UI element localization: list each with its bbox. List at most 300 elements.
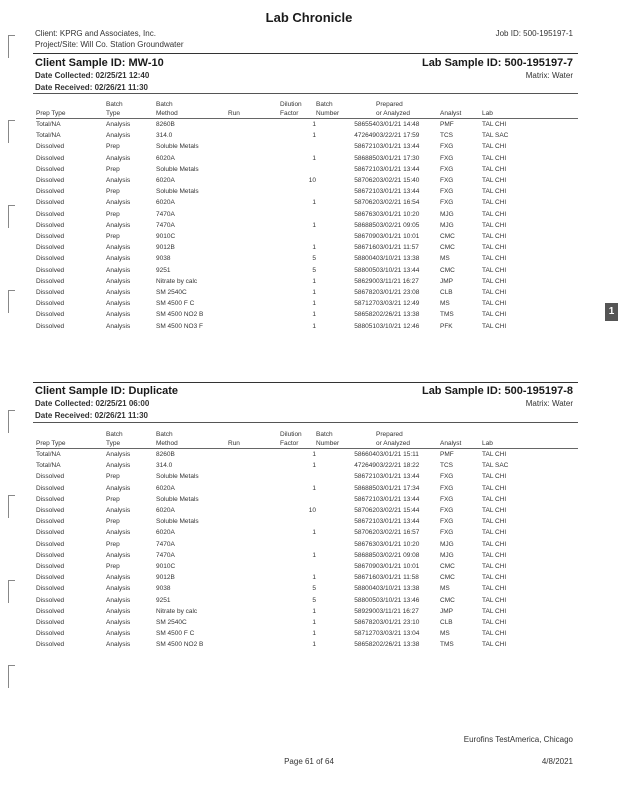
table-cell: 03/01/21 17:34 bbox=[376, 484, 420, 492]
table-cell: TAL CHI bbox=[482, 607, 507, 615]
table-cell: 03/10/21 13:46 bbox=[376, 596, 420, 604]
table-cell: 587062 bbox=[354, 507, 376, 515]
table-cell: 586885 bbox=[354, 154, 376, 162]
table-cell: TAL CHI bbox=[482, 289, 507, 297]
table-cell bbox=[228, 494, 280, 505]
table-cell: Dissolved bbox=[36, 289, 65, 297]
column-header-top: Prepared bbox=[376, 431, 403, 438]
table-cell bbox=[228, 471, 280, 482]
table-cell bbox=[280, 471, 316, 482]
table-cell: 1 bbox=[312, 641, 316, 649]
table-cell: Dissolved bbox=[36, 199, 65, 207]
table-row bbox=[36, 550, 578, 561]
table-row bbox=[36, 309, 578, 320]
table-cell: 586885 bbox=[354, 551, 376, 559]
table-cell: 472649 bbox=[354, 132, 376, 140]
footer-company: Eurofins TestAmerica, Chicago bbox=[463, 735, 573, 744]
table-row bbox=[36, 505, 578, 516]
table-cell: 1 bbox=[312, 199, 316, 207]
table-cell bbox=[228, 550, 280, 561]
table-cell: 03/22/21 18:22 bbox=[376, 462, 420, 470]
table-cell: PMF bbox=[440, 451, 454, 458]
table-cell: 587062 bbox=[354, 199, 376, 207]
table-cell: 588051 bbox=[354, 322, 376, 330]
table-cell: Analysis bbox=[106, 574, 131, 582]
date-collected: Date Collected: 02/25/21 12:40 bbox=[35, 71, 150, 80]
table-row bbox=[36, 175, 578, 186]
table-row bbox=[36, 561, 578, 572]
column-header-top bbox=[228, 430, 280, 439]
table-cell: 1 bbox=[312, 322, 316, 330]
table-cell: 1 bbox=[312, 451, 316, 458]
table-cell: TCS bbox=[440, 132, 453, 140]
table-cell: 03/01/21 15:11 bbox=[376, 451, 419, 458]
binder-mark bbox=[8, 205, 15, 228]
table-cell: 03/01/21 11:58 bbox=[376, 574, 419, 582]
table-row bbox=[36, 606, 578, 617]
table-cell: 1 bbox=[312, 154, 316, 162]
table-cell bbox=[228, 561, 280, 572]
table-cell: MJG bbox=[440, 210, 454, 218]
table-cell: 1 bbox=[312, 630, 316, 638]
table-cell: Total/NA bbox=[36, 121, 61, 128]
column-header-top: Dilution bbox=[280, 101, 302, 108]
table-cell bbox=[228, 276, 280, 287]
job-id: Job ID: 500-195197-1 bbox=[495, 29, 573, 38]
table-cell: 587062 bbox=[354, 177, 376, 185]
table-cell: TAL CHI bbox=[482, 641, 507, 649]
table-cell: 1 bbox=[312, 607, 316, 615]
table-cell: 8260B bbox=[156, 121, 175, 128]
table-row bbox=[36, 494, 578, 505]
table-row bbox=[36, 516, 578, 527]
table-cell: Dissolved bbox=[36, 596, 65, 604]
table-cell bbox=[228, 153, 280, 164]
table-cell: Dissolved bbox=[36, 300, 65, 308]
table-cell: TAL CHI bbox=[482, 177, 507, 185]
table-cell: Soluble Metals bbox=[156, 188, 199, 196]
table-row bbox=[36, 253, 578, 264]
table-cell: 586721 bbox=[354, 143, 376, 151]
table-cell: 9010C bbox=[156, 233, 176, 241]
table-cell: Dissolved bbox=[36, 585, 65, 593]
table-cell: 03/01/21 23:08 bbox=[376, 289, 420, 297]
table-cell: Analysis bbox=[106, 311, 131, 319]
table-cell: Dissolved bbox=[36, 473, 65, 481]
table-cell: 587127 bbox=[354, 300, 376, 308]
table-cell: 10 bbox=[308, 177, 316, 185]
table-cell: 03/11/21 16:27 bbox=[376, 607, 419, 615]
table-cell: MJG bbox=[440, 221, 454, 229]
table-cell: FXG bbox=[440, 495, 454, 503]
column-header: Prep Type bbox=[36, 109, 106, 119]
table-cell: 9251 bbox=[156, 266, 171, 274]
table-cell: FXG bbox=[440, 473, 454, 481]
table-cell: 1 bbox=[312, 244, 316, 252]
table-row bbox=[36, 130, 578, 141]
project-site: Project/Site: Will Co. Station Groundwater bbox=[35, 40, 184, 49]
table-cell: Dissolved bbox=[36, 311, 65, 319]
table-row bbox=[36, 153, 578, 164]
table-cell: TAL SAC bbox=[482, 132, 509, 140]
table-cell: 03/01/21 13:44 bbox=[376, 518, 420, 526]
table-cell: Dissolved bbox=[36, 563, 65, 571]
table-cell: Analysis bbox=[106, 607, 131, 615]
table-row bbox=[36, 617, 578, 628]
column-header: Factor bbox=[280, 109, 316, 119]
table-cell: 03/01/21 17:30 bbox=[376, 154, 420, 162]
column-header-top bbox=[482, 100, 578, 109]
table-cell bbox=[228, 639, 280, 650]
table-cell: Dissolved bbox=[36, 244, 65, 252]
table-cell: 03/02/21 16:57 bbox=[376, 529, 420, 537]
table-cell bbox=[228, 209, 280, 220]
column-header: Run bbox=[228, 109, 280, 119]
page-title: Lab Chronicle bbox=[265, 10, 353, 25]
column-header-top: Dilution bbox=[280, 431, 302, 438]
table-cell: 03/10/21 13:38 bbox=[376, 255, 420, 263]
column-header-top bbox=[482, 430, 578, 439]
table-cell: 10 bbox=[308, 507, 316, 515]
column-header: Analyst bbox=[440, 109, 482, 119]
table-row bbox=[36, 242, 578, 253]
lab-sample-id: Lab Sample ID: 500-195197-8 bbox=[421, 385, 573, 397]
table-cell: TAL CHI bbox=[482, 322, 507, 330]
table-cell: 1 bbox=[312, 529, 316, 537]
table-cell: 03/02/21 09:05 bbox=[376, 221, 420, 229]
table-cell: TMS bbox=[440, 311, 454, 319]
column-header-top: Batch bbox=[316, 101, 333, 108]
column-header: Number bbox=[316, 439, 376, 449]
table-row bbox=[36, 583, 578, 594]
table-cell: PMF bbox=[440, 121, 454, 128]
table-cell: 1 bbox=[312, 619, 316, 627]
table-cell: TAL CHI bbox=[482, 210, 507, 218]
binder-mark bbox=[8, 410, 15, 433]
table-cell: Dissolved bbox=[36, 607, 65, 615]
table-cell bbox=[228, 231, 280, 242]
table-cell: 9010C bbox=[156, 563, 176, 571]
table-cell: 9038 bbox=[156, 585, 171, 593]
table-cell: Soluble Metals bbox=[156, 165, 199, 173]
table-cell: 586721 bbox=[354, 495, 376, 503]
table-cell: Prep bbox=[106, 210, 120, 218]
table-cell: TAL CHI bbox=[482, 266, 507, 274]
table-cell: 9251 bbox=[156, 596, 171, 604]
table-cell: 588004 bbox=[354, 585, 376, 593]
table-row bbox=[36, 483, 578, 494]
table-cell: CLB bbox=[440, 619, 453, 627]
table-cell: FXG bbox=[440, 484, 454, 492]
table-cell bbox=[228, 197, 280, 208]
table-row bbox=[36, 209, 578, 220]
table-cell: 6020A bbox=[156, 484, 175, 492]
table-cell: 03/01/21 10:01 bbox=[376, 563, 420, 571]
table-cell: TAL CHI bbox=[482, 585, 507, 593]
table-cell bbox=[228, 298, 280, 309]
table-cell: Dissolved bbox=[36, 630, 65, 638]
table-cell: 586721 bbox=[354, 188, 376, 196]
table-cell: 586582 bbox=[354, 641, 376, 649]
binder-mark bbox=[8, 495, 15, 518]
table-cell: TAL CHI bbox=[482, 529, 507, 537]
table-cell: Analysis bbox=[106, 300, 131, 308]
table-cell bbox=[228, 606, 280, 617]
table-cell: 03/02/21 16:54 bbox=[376, 199, 420, 207]
table-cell: Soluble Metals bbox=[156, 518, 199, 526]
table-cell: Prep bbox=[106, 233, 120, 241]
table-cell: TAL CHI bbox=[482, 518, 507, 526]
table-cell bbox=[228, 583, 280, 594]
table-cell: 586290 bbox=[354, 277, 376, 285]
table-cell: SM 2540C bbox=[156, 619, 187, 627]
table-cell: 586782 bbox=[354, 289, 376, 297]
table-cell: 1 bbox=[312, 277, 316, 285]
table-cell: TAL CHI bbox=[482, 121, 507, 128]
table-cell: 03/02/21 09:08 bbox=[376, 551, 420, 559]
table-cell: 1 bbox=[312, 311, 316, 319]
lab-chronicle-table bbox=[36, 100, 578, 332]
table-cell: 586554 bbox=[354, 121, 376, 128]
table-cell: 589290 bbox=[354, 607, 376, 615]
table-cell: Dissolved bbox=[36, 551, 65, 559]
table-cell: TAL CHI bbox=[482, 451, 507, 458]
table-cell: 588005 bbox=[354, 596, 376, 604]
column-header: or Analyzed bbox=[376, 109, 440, 119]
table-cell: 5 bbox=[312, 255, 316, 263]
table-cell: Total/NA bbox=[36, 132, 61, 140]
table-cell: Analysis bbox=[106, 462, 131, 470]
table-cell bbox=[228, 595, 280, 606]
table-cell bbox=[280, 561, 316, 572]
date-collected: Date Collected: 02/25/21 06:00 bbox=[35, 399, 150, 408]
table-cell: Prep bbox=[106, 540, 120, 548]
table-cell: 03/10/21 13:44 bbox=[376, 266, 420, 274]
table-row bbox=[36, 276, 578, 287]
table-cell bbox=[228, 539, 280, 550]
table-row bbox=[36, 321, 578, 332]
table-cell: TAL CHI bbox=[482, 563, 507, 571]
lab-chronicle-table bbox=[36, 430, 578, 651]
table-cell: SM 4500 F C bbox=[156, 300, 195, 308]
table-cell: 6020A bbox=[156, 199, 175, 207]
table-cell: MS bbox=[440, 255, 450, 263]
table-cell: Dissolved bbox=[36, 322, 65, 330]
table-cell: FXG bbox=[440, 199, 454, 207]
table-cell: CMC bbox=[440, 563, 455, 571]
table-cell: 586721 bbox=[354, 473, 376, 481]
column-header-top: Prepared bbox=[376, 101, 403, 108]
table-cell: TAL CHI bbox=[482, 277, 507, 285]
table-cell: TAL CHI bbox=[482, 507, 507, 515]
table-cell: TAL CHI bbox=[482, 143, 507, 151]
table-cell: Prep bbox=[106, 165, 120, 173]
table-cell: Analysis bbox=[106, 266, 131, 274]
table-cell bbox=[228, 617, 280, 628]
table-cell: 586763 bbox=[354, 210, 376, 218]
table-cell: FXG bbox=[440, 177, 454, 185]
table-cell: 03/01/21 13:44 bbox=[376, 165, 420, 173]
table-cell: Analysis bbox=[106, 507, 131, 515]
table-row bbox=[36, 471, 578, 482]
column-header: Analyst bbox=[440, 439, 482, 449]
table-cell: 03/03/21 12:49 bbox=[376, 300, 420, 308]
table-cell: Nitrate by calc bbox=[156, 277, 198, 285]
table-cell: 7470A bbox=[156, 540, 175, 548]
table-cell: 7470A bbox=[156, 210, 175, 218]
table-cell bbox=[228, 220, 280, 231]
table-row bbox=[36, 220, 578, 231]
table-cell: Total/NA bbox=[36, 451, 61, 458]
table-cell: TCS bbox=[440, 462, 453, 470]
table-cell: 586709 bbox=[354, 563, 376, 571]
section-tab-badge: 1 bbox=[605, 303, 618, 321]
table-cell bbox=[228, 505, 280, 516]
table-cell bbox=[228, 141, 280, 152]
table-cell: 03/02/21 15:44 bbox=[376, 507, 420, 515]
table-cell: 03/10/21 13:38 bbox=[376, 585, 420, 593]
table-cell: JMP bbox=[440, 607, 453, 615]
table-cell: CLB bbox=[440, 289, 453, 297]
table-cell bbox=[228, 321, 280, 332]
column-header-top bbox=[440, 430, 482, 439]
table-cell: TAL CHI bbox=[482, 244, 507, 252]
table-cell: Analysis bbox=[106, 221, 131, 229]
table-cell: Analysis bbox=[106, 630, 131, 638]
table-cell: 5 bbox=[312, 585, 316, 593]
table-cell: Dissolved bbox=[36, 529, 65, 537]
table-cell: Dissolved bbox=[36, 495, 65, 503]
column-header: or Analyzed bbox=[376, 439, 440, 449]
table-cell: TAL CHI bbox=[482, 300, 507, 308]
table-cell: MJG bbox=[440, 540, 454, 548]
table-cell: Analysis bbox=[106, 451, 131, 458]
table-cell: Analysis bbox=[106, 529, 131, 537]
table-row bbox=[36, 141, 578, 152]
section-subrule bbox=[33, 93, 578, 94]
table-cell: MS bbox=[440, 630, 450, 638]
column-header-top bbox=[36, 100, 106, 109]
table-cell: Analysis bbox=[106, 177, 131, 185]
table-cell bbox=[228, 130, 280, 141]
table-cell bbox=[228, 186, 280, 197]
table-row bbox=[36, 164, 578, 175]
table-cell: CMC bbox=[440, 596, 455, 604]
table-cell: Dissolved bbox=[36, 165, 65, 173]
table-cell: Analysis bbox=[106, 322, 131, 330]
table-cell bbox=[228, 287, 280, 298]
table-cell: TAL CHI bbox=[482, 311, 507, 319]
table-cell: Analysis bbox=[106, 289, 131, 297]
table-cell: Soluble Metals bbox=[156, 143, 199, 151]
table-cell: Soluble Metals bbox=[156, 495, 199, 503]
table-cell: SM 4500 NO2 B bbox=[156, 311, 204, 319]
binder-mark bbox=[8, 120, 15, 143]
table-cell: TAL CHI bbox=[482, 495, 507, 503]
date-received: Date Received: 02/26/21 11:30 bbox=[35, 83, 148, 92]
table-cell: Prep bbox=[106, 495, 120, 503]
table-cell: TAL CHI bbox=[482, 221, 507, 229]
column-header-top: Batch bbox=[106, 431, 123, 438]
table-cell: TAL CHI bbox=[482, 233, 507, 241]
table-cell: 587127 bbox=[354, 630, 376, 638]
table-cell bbox=[228, 309, 280, 320]
table-cell: Dissolved bbox=[36, 233, 65, 241]
table-cell: TAL CHI bbox=[482, 540, 507, 548]
table-cell: CMC bbox=[440, 574, 455, 582]
table-cell: Analysis bbox=[106, 255, 131, 263]
table-cell: 03/01/21 13:44 bbox=[376, 495, 420, 503]
table-cell: 1 bbox=[312, 551, 316, 559]
column-header: Lab bbox=[482, 439, 578, 449]
table-cell: 03/01/21 10:01 bbox=[376, 233, 420, 241]
table-cell: Total/NA bbox=[36, 462, 61, 470]
table-cell: PFK bbox=[440, 322, 453, 330]
table-cell: CMC bbox=[440, 244, 455, 252]
table-cell: Analysis bbox=[106, 199, 131, 207]
table-cell: 1 bbox=[312, 289, 316, 297]
table-cell: 6020A bbox=[156, 177, 175, 185]
column-header: Run bbox=[228, 439, 280, 449]
table-cell: FXG bbox=[440, 165, 454, 173]
table-cell: 587062 bbox=[354, 529, 376, 537]
table-cell: TAL CHI bbox=[482, 199, 507, 207]
table-cell: 03/01/21 10:20 bbox=[376, 540, 420, 548]
table-row bbox=[36, 186, 578, 197]
table-cell bbox=[228, 460, 280, 471]
table-cell: Analysis bbox=[106, 132, 131, 140]
table-cell: Dissolved bbox=[36, 574, 65, 582]
table-cell bbox=[228, 265, 280, 276]
table-row bbox=[36, 119, 578, 131]
table-cell: Dissolved bbox=[36, 143, 65, 151]
table-cell: FXG bbox=[440, 518, 454, 526]
table-cell: SM 4500 NO2 B bbox=[156, 641, 204, 649]
table-cell: SM 4500 F C bbox=[156, 630, 195, 638]
matrix: Matrix: Water bbox=[525, 399, 573, 408]
table-cell: 02/26/21 13:38 bbox=[376, 311, 420, 319]
table-cell: TAL SAC bbox=[482, 462, 509, 470]
table-cell bbox=[280, 231, 316, 242]
table-row bbox=[36, 639, 578, 650]
table-cell bbox=[280, 209, 316, 220]
table-cell: 7470A bbox=[156, 551, 175, 559]
table-cell bbox=[228, 164, 280, 175]
table-cell: Dissolved bbox=[36, 619, 65, 627]
table-cell: TAL CHI bbox=[482, 551, 507, 559]
client-name: Client: KPRG and Associates, Inc. bbox=[35, 29, 156, 38]
table-row bbox=[36, 287, 578, 298]
table-cell: MS bbox=[440, 585, 450, 593]
table-cell: 586716 bbox=[354, 244, 376, 252]
table-cell: Analysis bbox=[106, 277, 131, 285]
table-cell: 586721 bbox=[354, 518, 376, 526]
column-header-top: Batch bbox=[156, 101, 173, 108]
table-cell: FXG bbox=[440, 507, 454, 515]
column-header: Method bbox=[156, 109, 228, 119]
table-cell bbox=[228, 175, 280, 186]
table-cell: FXG bbox=[440, 154, 454, 162]
column-header: Prep Type bbox=[36, 439, 106, 449]
header-row bbox=[36, 100, 578, 109]
table-cell: 5 bbox=[312, 266, 316, 274]
table-row bbox=[36, 539, 578, 550]
binder-mark bbox=[8, 580, 15, 603]
table-cell: 9038 bbox=[156, 255, 171, 263]
table-cell: 586763 bbox=[354, 540, 376, 548]
client-sample-id: Client Sample ID: Duplicate bbox=[35, 385, 179, 397]
column-header: Lab bbox=[482, 109, 578, 119]
